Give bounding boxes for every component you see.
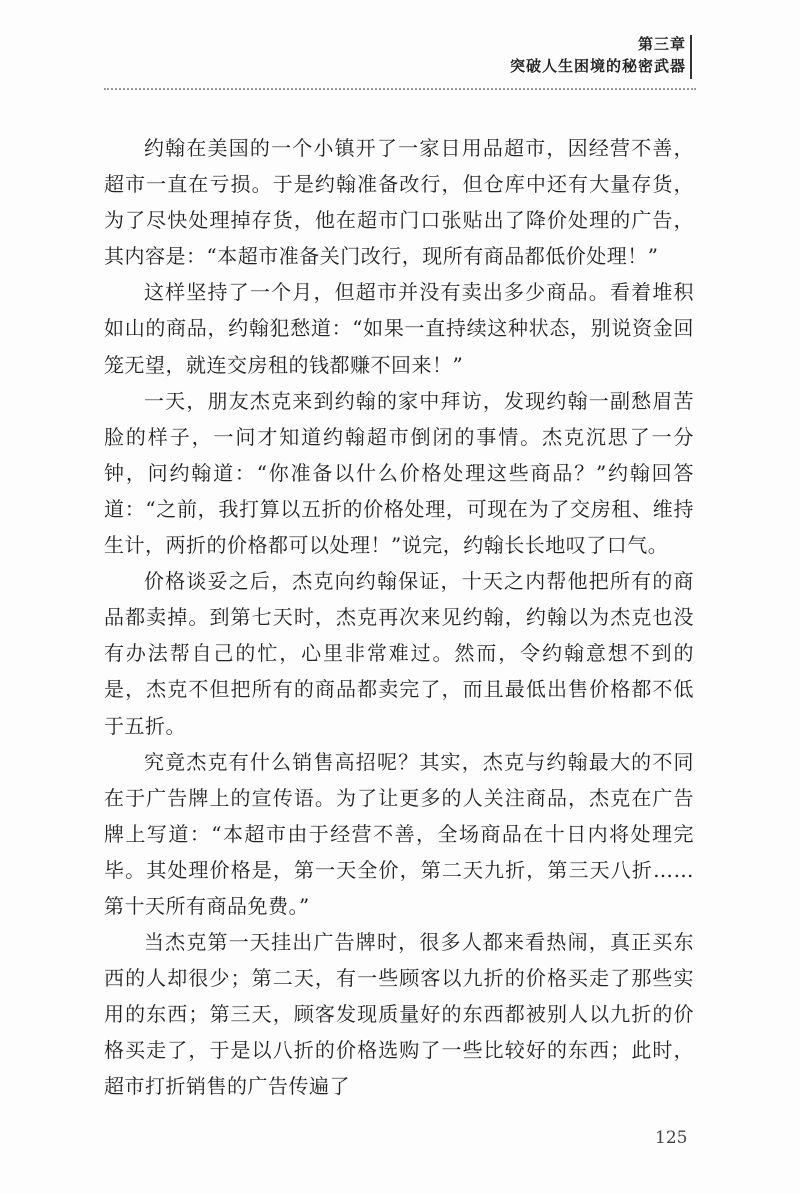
running-header: [510, 34, 686, 76]
paragraph: 当杰克第一天挂出广告牌时，很多人都来看热闹，真正买东西的人却很少；第二天，有一些顾客以九折的价格买走了那些实用的东西；第三天，顾客发现质量好的东西都被别人以九折的价格买走了，于是以八折的价格选购了一些比较好的东西；此时，超市打折销售的广告传遍了: [104, 930, 694, 1099]
page-number: 125: [655, 1128, 688, 1148]
chapter-label: 第三章: [637, 35, 686, 53]
header-vertical-rule: [690, 35, 692, 79]
paragraph: 这样坚持了一个月，但超市并没有卖出多少商品。看着堆积如山的商品，约翰犯愁道：“如果一直持续这种状态，别说资金回笼无望，就连交房租的钱都赚不回来！”: [104, 280, 694, 377]
paragraph: 约翰在美国的一个小镇开了一家日用品超市，因经营不善，超市一直在亏损。于是约翰准备改行，但仓库中还有大量存货，为了尽快处理掉存货，他在超市门口张贴出了降价处理的广告，其内容是：“本超市准备关门改行，现所有商品都低价处理！”: [104, 136, 694, 269]
paragraph: 价格谈妥之后，杰克向约翰保证，十天之内帮他把所有的商品都卖掉。到第七天时，杰克再次来见约翰，约翰以为杰克也没有办法帮自己的忙，心里非常难过。然而，令约翰意想不到的是，杰克不但把所有的商品都卖完了，而且最低出售价格都不低于五折。: [104, 569, 694, 738]
chapter-subtitle: 突破人生困境的秘密武器: [509, 57, 686, 75]
paragraph: 一天，朋友杰克来到约翰的家中拜访，发现约翰一副愁眉苦脸的样子，一问才知道约翰超市倒闭的事情。杰克沉思了一分钟，问约翰道：“你准备以什么价格处理这些商品？”约翰回答道：“之前，我打算以五折的价格处理，可现在为了交房租、维持生计，两折的价格都可以处理！”说完，约翰长长地叹了口气。: [104, 388, 694, 558]
paragraph: 究竟杰克有什么销售高招呢？其实，杰克与约翰最大的不同在于广告牌上的宣传语。为了让更多的人关注商品，杰克在广告牌上写道：“本超市由于经营不善，全场商品在十日内将处理完毕。其处理价格是，第一天全价，第二天九折，第三天八折……第十天所有商品免费。”: [104, 749, 694, 918]
body-text: [104, 130, 694, 1105]
header-dotted-rule: [104, 88, 696, 90]
